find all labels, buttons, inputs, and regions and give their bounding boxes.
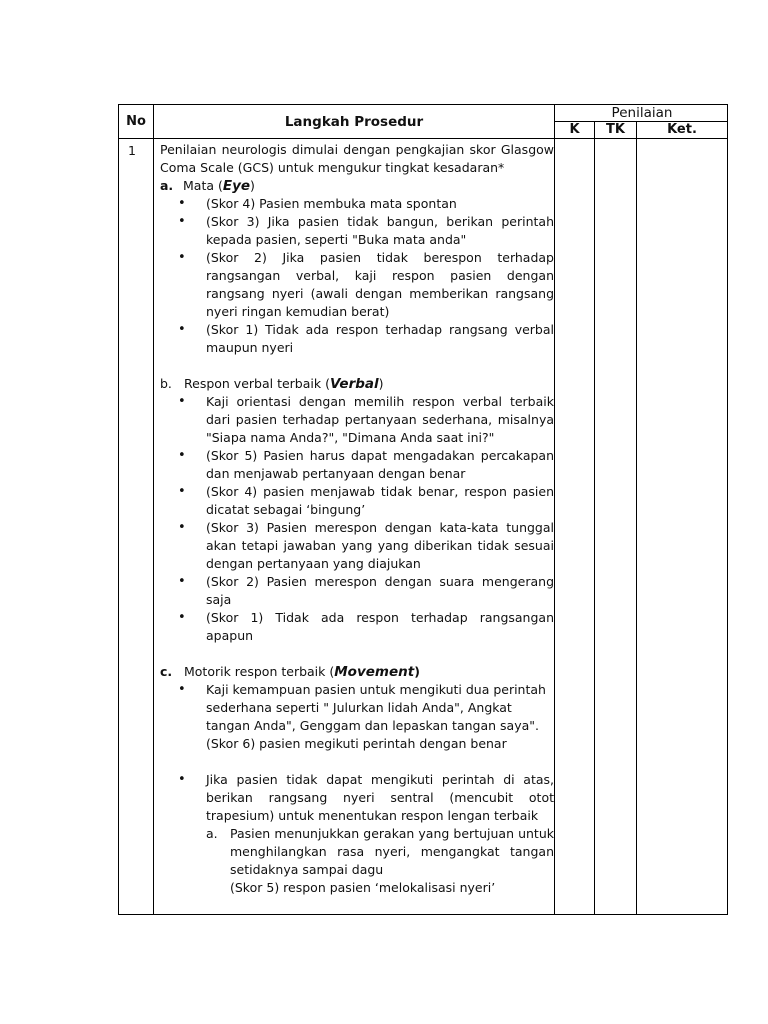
list-item: • (Skor 3) Jika pasien tidak bangun, berikan perintah kepada pasien, seperti "Buka mata anda" <box>160 213 554 249</box>
section-b-heading: b. Respon verbal terbaik (Verbal) <box>160 376 384 392</box>
step-content <box>160 141 554 897</box>
term-verbal: Verbal <box>329 376 379 392</box>
sub-item-a: a. Pasien menunjukkan gerakan yang bertujuan untuk menghilangkan rasa nyeri, mengangkat tangan setidaknya sampai dagu (Skor 5) respon pasien ‘melokalisasi nyeri’ <box>206 826 554 895</box>
header-no: No <box>126 114 146 129</box>
list-item: • (Skor 1) Tidak ada respon terhadap rangsang verbal maupun nyeri <box>160 321 554 357</box>
col-divider-no <box>153 105 154 914</box>
list-item: • (Skor 1) Tidak ada respon terhadap rangsangan apapun <box>160 609 554 645</box>
list-item: • Kaji kemampuan pasien untuk mengikuti dua perintah sederhana seperti " Julurkan lidah Anda", Angkat tangan Anda", Genggam dan lepaskan tangan saya". (Skor 6) pasien megikuti perintah dengan benar <box>160 681 554 753</box>
list-item: • (Skor 2) Jika pasien tidak berespon terhadap rangsangan verbal, kaji respon pasien dengan rangsang nyeri (awali dengan memberikan rangsang nyeri ringan kemudian berat) <box>160 249 554 321</box>
procedure-table <box>118 104 728 915</box>
col-divider-tk <box>636 122 637 914</box>
list-item: • Kaji orientasi dengan memilih respon verbal terbaik dari pasien terhadap pertanyaan sederhana, misalnya "Siapa nama Anda?", "Dimana Anda saat ini?" <box>160 393 554 447</box>
row-number: 1 <box>128 143 136 158</box>
list-item: • (Skor 4) pasien menjawab tidak benar, respon pasien dicatat sebagai ‘bingung’ <box>160 483 554 519</box>
header-tk: TK <box>606 122 625 137</box>
list-item: • (Skor 3) Pasien merespon dengan kata-kata tunggal akan tetapi jawaban yang yang diberikan tidak sesuai dengan pertanyaan yang diajukan <box>160 519 554 573</box>
header-k: K <box>569 122 580 137</box>
list-item: • (Skor 5) Pasien harus dapat mengadakan percakapan dan menjawab pertanyaan dengan benar <box>160 447 554 483</box>
col-divider-k <box>594 122 595 914</box>
section-c-heading: c. Motorik respon terbaik (Movement) <box>160 664 420 680</box>
intro-text: Penilaian neurologis dimulai dengan pengkajian skor Glasgow Coma Scale (GCS) untuk mengukur tingkat kesadaran* <box>160 142 554 175</box>
term-eye: Eye <box>222 178 251 194</box>
term-movement: Movement <box>334 664 415 680</box>
header-ket: Ket. <box>667 122 697 137</box>
header-assessment: Penilaian <box>611 105 673 121</box>
header-bottom-line <box>119 138 727 139</box>
header-step: Langkah Prosedur <box>284 114 424 130</box>
col-divider-step <box>554 105 555 914</box>
section-a-heading: a. Mata (Eye) <box>160 178 255 194</box>
list-item: • (Skor 4) Pasien membuka mata spontan <box>160 195 554 213</box>
list-item: • Jika pasien tidak dapat mengikuti perintah di atas, berikan rangsang nyeri sentral (mencubit otot trapesium) untuk menentukan respon lengan terbaik <box>160 771 554 825</box>
list-item: • (Skor 2) Pasien merespon dengan suara mengerang saja <box>160 573 554 609</box>
